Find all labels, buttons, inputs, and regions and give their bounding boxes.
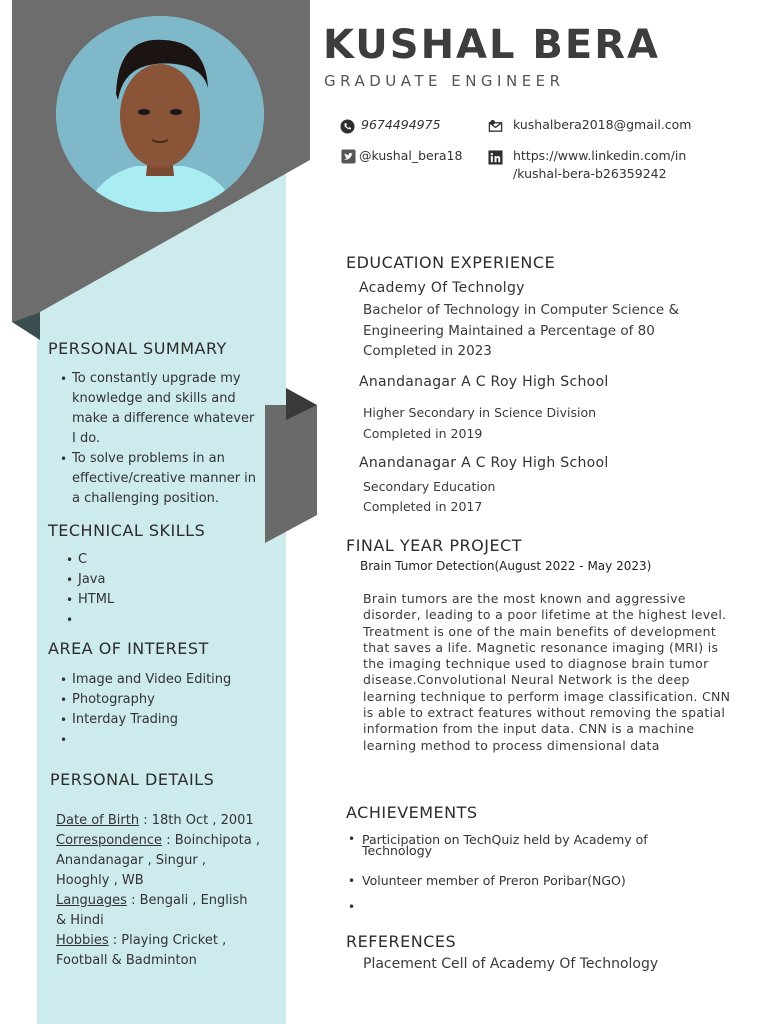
achievement-item: • Volunteer member of Preron Poribar(NGO) [348, 873, 688, 889]
email-address[interactable]: kushalbera2018@gmail.com [513, 117, 692, 132]
interest-item [60, 730, 270, 750]
detail-languages [56, 891, 261, 931]
skill-item: • Java [66, 570, 256, 590]
ribbon-shape [265, 405, 317, 543]
skill-item: • C [66, 550, 256, 570]
skill-item [66, 610, 256, 630]
summary-item: • To constantly upgrade my knowledge and skills and make a difference whatever I do. [60, 369, 260, 449]
interest-item: • Photography [60, 690, 270, 710]
languages-value: : Bengali , English & Hindi [56, 893, 248, 928]
correspondence-label: Correspondence [56, 833, 163, 848]
interest-heading: AREA OF INTEREST [48, 639, 209, 658]
education-detail: Bachelor of Technology in Computer Science & Engineering Maintained a Percentage of 80 [363, 302, 680, 339]
summary-heading: PERSONAL SUMMARY [48, 339, 227, 358]
interest-item: • Image and Video Editing [60, 670, 270, 690]
hobbies-value: : Playing Cricket , Football & Badminton [56, 933, 227, 968]
skills-heading: TECHNICAL SKILLS [48, 521, 206, 540]
education-completed: Completed in 2023 [363, 343, 492, 359]
education-completed: Completed in 2017 [363, 499, 483, 514]
education-institution: Academy Of Technolgy [359, 280, 525, 296]
detail-correspondence [56, 831, 261, 891]
linkedin-icon [488, 150, 503, 165]
education-detail: Higher Secondary in Science Division [363, 405, 597, 420]
education-detail: Secondary Education [363, 479, 496, 494]
project-heading: FINAL YEAR PROJECT [346, 536, 522, 555]
email-icon [488, 119, 503, 134]
linkedin-url-line1[interactable]: https://www.linkedin.com/in [513, 148, 687, 163]
interest-list [60, 670, 270, 750]
achievement-item [348, 902, 688, 918]
linkedin-url[interactable] [513, 147, 686, 183]
summary-list [60, 369, 260, 509]
dob-label: Date of Birth [56, 813, 140, 828]
education-completed: Completed in 2019 [363, 426, 483, 441]
candidate-name: KUSHAL BERA [323, 22, 660, 68]
detail-hobbies [56, 931, 261, 971]
linkedin-url-line2[interactable]: /kushal-bera-b26359242 [513, 166, 667, 181]
skill-item: • HTML [66, 590, 256, 610]
achievements-list [348, 834, 688, 918]
achievement-item: • Participation on TechQuiz held by Academy of Technology [348, 834, 688, 856]
hobbies-label: Hobbies [56, 933, 109, 948]
achievements-heading: ACHIEVEMENTS [346, 803, 478, 822]
skills-list [66, 550, 256, 630]
phone-number[interactable]: 9674494975 [361, 117, 441, 132]
languages-label: Languages [56, 893, 127, 908]
dob-value: : 18th Oct , 2001 [139, 813, 254, 828]
summary-item: • To solve problems in an effective/creative manner in a challenging position. [60, 449, 260, 509]
phone-icon [340, 119, 355, 134]
details-block [56, 811, 261, 971]
candidate-role: GRADUATE ENGINEER [324, 72, 565, 90]
twitter-icon [341, 149, 356, 164]
details-heading: PERSONAL DETAILS [50, 770, 215, 789]
detail-dob [56, 811, 261, 831]
project-title: Brain Tumor Detection(August 2022 - May 2023) [360, 559, 652, 573]
profile-photo [56, 16, 264, 212]
project-description: Brain tumors are the most known and aggressive disorder, leading to a poor lifetime at the highest level. Treatment is one of the main benefits of development that saves a life. Magnetic resonance imaging (MRI) is the imaging technique used to diagnose brain tumor disease.Convolutional Neural Network is the deep learning technique to perform image classification. CNN is able to extract features without removing the spatial information from the input data. CNN is a machine learning method to process dimensional data [363, 591, 731, 753]
twitter-handle[interactable]: @kushal_bera18 [359, 148, 463, 163]
education-institution: Anandanagar A C Roy High School [359, 374, 609, 390]
correspondence-value: : Boinchipota , Anandanagar , Singur , Hooghly , WB [56, 833, 260, 888]
education-institution: Anandanagar A C Roy High School [359, 455, 609, 471]
education-heading: EDUCATION EXPERIENCE [346, 253, 556, 272]
references-heading: REFERENCES [346, 932, 457, 951]
interest-item: • Interday Trading [60, 710, 270, 730]
references-text: Placement Cell of Academy Of Technology [363, 956, 659, 972]
